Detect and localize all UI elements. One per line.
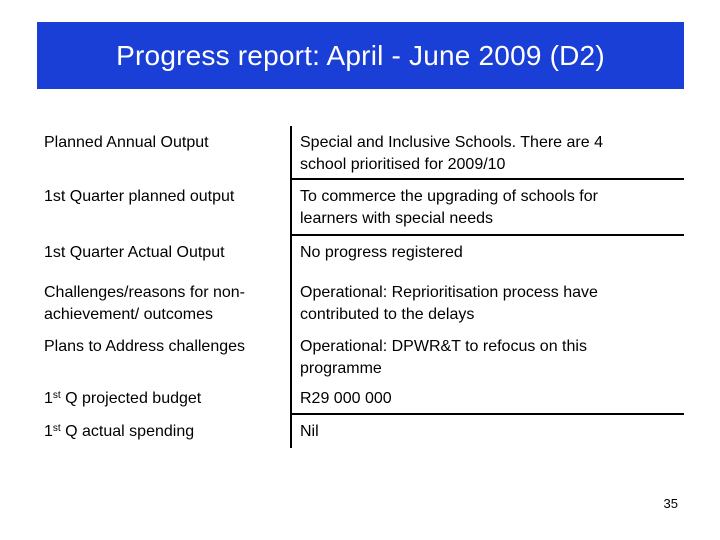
row-label: Planned Annual Output — [44, 134, 209, 151]
title-banner — [37, 22, 684, 89]
row-label: Plans to Address challenges — [44, 338, 246, 355]
row-value: Special and Inclusive Schools. There are 4 school prioritised for 2009/10 — [290, 126, 684, 180]
row-value: R29 000 000 — [290, 382, 684, 415]
table-row — [37, 180, 684, 236]
progress-table — [37, 126, 684, 448]
table-row — [37, 276, 684, 330]
row-label: 1st Q actual spending — [44, 423, 195, 440]
table-row — [37, 330, 684, 382]
slide-title: Progress report: April - June 2009 (D2) — [116, 39, 605, 71]
row-value: No progress registered — [290, 236, 684, 276]
row-label: Challenges/reasons for non- achievement/ outcomes — [44, 284, 246, 323]
row-label: 1st Quarter Actual Output — [44, 244, 225, 261]
row-label: 1st Quarter planned output — [44, 188, 235, 205]
row-value: Operational: DPWR&T to refocus on this programme — [290, 330, 684, 382]
table-row — [37, 382, 684, 415]
page-number: 35 — [663, 496, 678, 511]
row-value: Operational: Reprioritisation process have contributed to the delays — [290, 276, 684, 330]
table-row — [37, 126, 684, 180]
row-value: To commerce the upgrading of schools for learners with special needs — [290, 180, 684, 236]
table-row — [37, 415, 684, 448]
row-label: 1st Q projected budget — [44, 390, 202, 407]
table-row — [37, 236, 684, 276]
row-value: Nil — [290, 415, 684, 448]
